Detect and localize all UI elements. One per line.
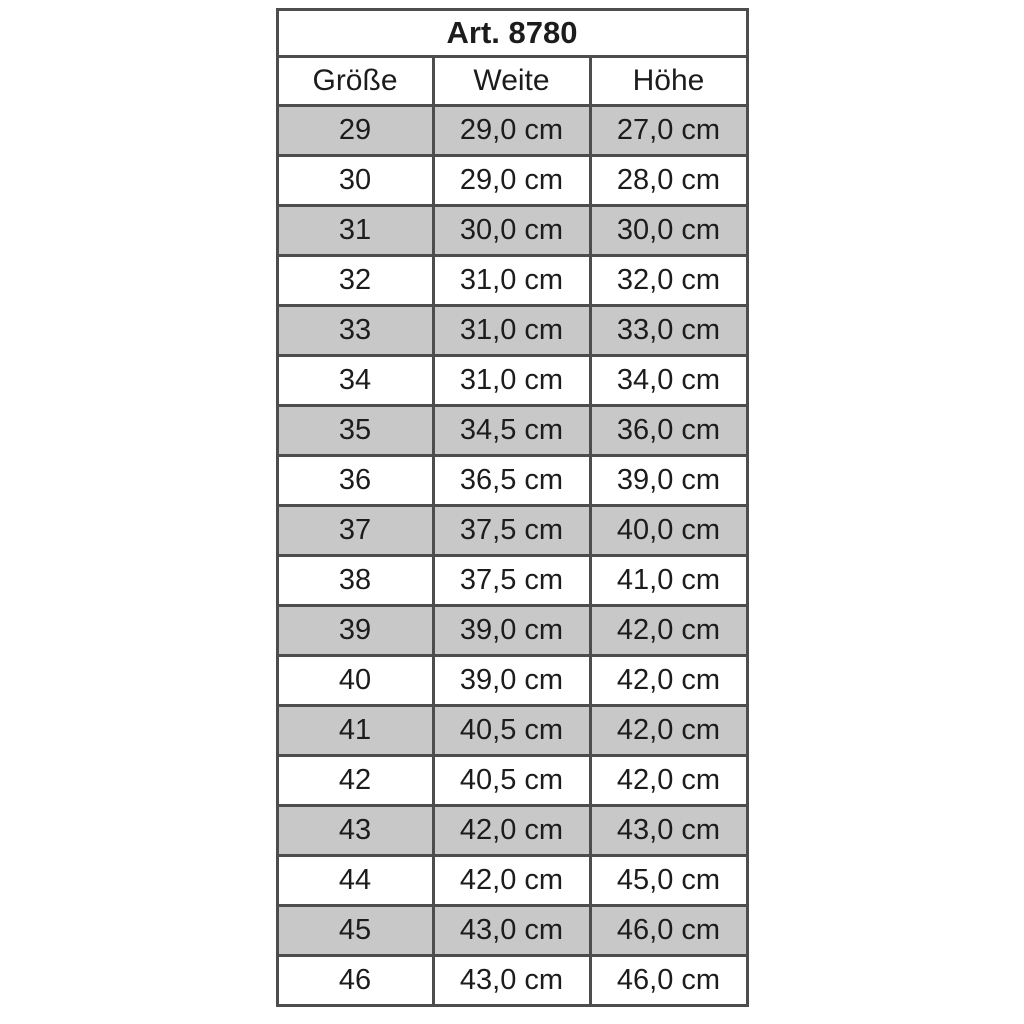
groesse-cell: 35 [277, 406, 433, 456]
table-body [277, 106, 747, 1006]
hoehe-cell: 27,0 cm [590, 106, 747, 156]
weite-cell: 34,5 cm [433, 406, 590, 456]
hoehe-cell: 36,0 cm [590, 406, 747, 456]
groesse-cell: 32 [277, 256, 433, 306]
groesse-cell: 36 [277, 456, 433, 506]
weite-cell: 37,5 cm [433, 506, 590, 556]
table-row [277, 256, 747, 306]
table-row [277, 806, 747, 856]
weite-cell: 43,0 cm [433, 906, 590, 956]
table-row [277, 906, 747, 956]
table-row [277, 656, 747, 706]
column-header-weite: Weite [433, 57, 590, 106]
weite-cell: 31,0 cm [433, 306, 590, 356]
groesse-cell: 41 [277, 706, 433, 756]
table-row [277, 706, 747, 756]
groesse-cell: 38 [277, 556, 433, 606]
table-row [277, 106, 747, 156]
table-row [277, 956, 747, 1006]
table-row [277, 856, 747, 906]
groesse-cell: 42 [277, 756, 433, 806]
groesse-cell: 30 [277, 156, 433, 206]
hoehe-cell: 43,0 cm [590, 806, 747, 856]
groesse-cell: 31 [277, 206, 433, 256]
hoehe-cell: 42,0 cm [590, 606, 747, 656]
hoehe-cell: 34,0 cm [590, 356, 747, 406]
weite-cell: 29,0 cm [433, 106, 590, 156]
groesse-cell: 44 [277, 856, 433, 906]
hoehe-cell: 42,0 cm [590, 706, 747, 756]
table-row [277, 156, 747, 206]
table-row [277, 356, 747, 406]
column-header-groesse: Größe [277, 57, 433, 106]
hoehe-cell: 40,0 cm [590, 506, 747, 556]
groesse-cell: 33 [277, 306, 433, 356]
hoehe-cell: 28,0 cm [590, 156, 747, 206]
hoehe-cell: 32,0 cm [590, 256, 747, 306]
hoehe-cell: 46,0 cm [590, 906, 747, 956]
groesse-cell: 40 [277, 656, 433, 706]
table-row [277, 556, 747, 606]
title-row [277, 10, 747, 57]
hoehe-cell: 42,0 cm [590, 656, 747, 706]
table-row [277, 456, 747, 506]
hoehe-cell: 39,0 cm [590, 456, 747, 506]
groesse-cell: 37 [277, 506, 433, 556]
hoehe-cell: 41,0 cm [590, 556, 747, 606]
hoehe-cell: 33,0 cm [590, 306, 747, 356]
table-row [277, 606, 747, 656]
weite-cell: 31,0 cm [433, 356, 590, 406]
weite-cell: 37,5 cm [433, 556, 590, 606]
table-row [277, 306, 747, 356]
size-table [276, 8, 749, 1007]
column-header-row [277, 57, 747, 106]
hoehe-cell: 46,0 cm [590, 956, 747, 1006]
weite-cell: 36,5 cm [433, 456, 590, 506]
hoehe-cell: 30,0 cm [590, 206, 747, 256]
weite-cell: 43,0 cm [433, 956, 590, 1006]
groesse-cell: 34 [277, 356, 433, 406]
weite-cell: 40,5 cm [433, 706, 590, 756]
weite-cell: 40,5 cm [433, 756, 590, 806]
groesse-cell: 39 [277, 606, 433, 656]
weite-cell: 42,0 cm [433, 856, 590, 906]
hoehe-cell: 42,0 cm [590, 756, 747, 806]
groesse-cell: 29 [277, 106, 433, 156]
table-row [277, 506, 747, 556]
weite-cell: 29,0 cm [433, 156, 590, 206]
weite-cell: 31,0 cm [433, 256, 590, 306]
groesse-cell: 46 [277, 956, 433, 1006]
table-row [277, 206, 747, 256]
table-row [277, 406, 747, 456]
table-title: Art. 8780 [277, 10, 747, 57]
groesse-cell: 45 [277, 906, 433, 956]
hoehe-cell: 45,0 cm [590, 856, 747, 906]
table-row [277, 756, 747, 806]
weite-cell: 30,0 cm [433, 206, 590, 256]
groesse-cell: 43 [277, 806, 433, 856]
column-header-hoehe: Höhe [590, 57, 747, 106]
weite-cell: 42,0 cm [433, 806, 590, 856]
weite-cell: 39,0 cm [433, 656, 590, 706]
weite-cell: 39,0 cm [433, 606, 590, 656]
